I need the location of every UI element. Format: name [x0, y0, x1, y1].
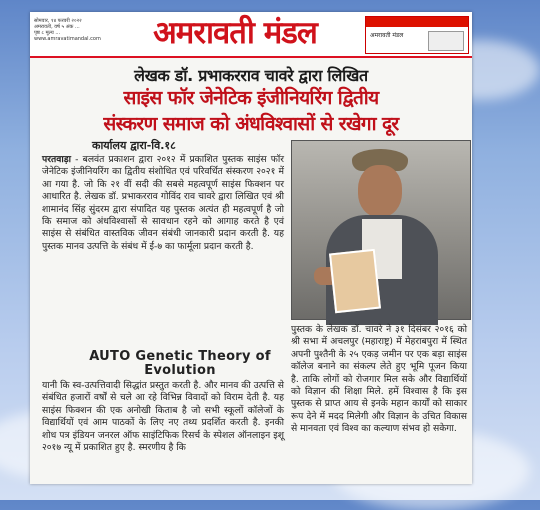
article-column-left-lower — [42, 380, 284, 480]
masthead-info — [34, 18, 101, 42]
article-headline-line1: साइंस फॉर जेनेटिक इंजीनियरिंग द्वितीय — [123, 87, 379, 109]
article-headline-line2: संस्करण समाज को अंधविश्वासों से रखेगा दूर — [103, 113, 399, 135]
article-paragraph: - बलवंत प्रकाशन द्वारा २०१२ में प्रकाशित पुस्तक साइंस फॉर जेनेटिक इंजीनियरिंग का द्वितीय संशोधित एवं परिवर्धित संस्करण २०२१ में आ गया है. जो कि २१ वीं सदी की सबसे महत्वपूर्ण साइंस फिक्शन पर आधारित है. लेखक डॉ. प्रभाकरराव गोविंद राव चावरे द्वारा लिखित एवं श्री शामानंद सिंह सुंदरम द्वारा संपादित यह पुस्तक अत्यंत ही महत्वपूर्ण है जो कि समाज को अंधविश्वासों से सावधान रहने को आगाह करते है एवं साइंस से संबंधित वास्तविक जीवन संबंधी जानकारी प्रदान करती है. यह पुस्तक मानव उत्पत्ति के संबंध में ई-७ का फार्मूला प्रदान करती है. — [42, 154, 284, 252]
article-paragraph: इनकी शोध पत्र इंडियन जनरल ऑफ साइंटिफिक रिसर्च के स्पेशल ऑनलाइन इशू २०१७ न्यू में प्रकाशित हुए है. स्मरणीय है कि — [42, 417, 285, 454]
masthead-info-line: पृष्ठ ८ मूल्य ... — [34, 30, 61, 36]
masthead-info-line: www.amravatimandal.com — [34, 36, 101, 42]
masthead — [30, 12, 472, 58]
article-byline: कार्यालय द्वारा-वि.१८ — [92, 139, 176, 152]
newspaper-title: अमरावती मंडल — [153, 15, 317, 51]
masthead-advertisement — [365, 16, 469, 54]
article-paragraph: पुस्तक के लेखक डॉ. चावरे ने ३१ दिसंबर २०१६ को श्री सभा में अचलपुर (महाराष्ट्र) में मेहराबपुरा में स्थित अपनी पुश्तैनी के २५ एकड़ जमीन पर एक बड़ा साइंस कॉलेज बनाने का संकल्प लेते हुए भूमि पूजन किया है. ताकि लोगों को रोजगार मिल सके और विद्यार्थियों को विज्ञान की शिक्षा मिले. हमें विश्वास है कि इस पुस्तक से प्राप्त आय से इनके महान कार्यों को साकार रूप देने में मदद मिलेगी और विज्ञान के उचित विकास से मानवता एवं विश्व का कल्याण संभव हो सकेगा. — [291, 324, 467, 435]
article-dateline: परतवाड़ा — [42, 154, 71, 165]
author-photo — [291, 140, 471, 320]
ad-image — [428, 31, 464, 51]
masthead-info-line: अमरावती, वर्ष ५ अंक ... — [34, 24, 80, 30]
article-subheading: AUTO Genetic Theory of Evolution — [89, 349, 271, 378]
article-column-right — [291, 324, 467, 480]
ad-text: अमरावती मंडल — [370, 32, 404, 39]
masthead-info-line: सोमवार, १४ फरवरी २०२२ — [34, 18, 82, 24]
ad-band — [366, 17, 468, 27]
article-kicker: लेखक डॉ. प्रभाकरराव चावरे द्वारा लिखित — [134, 66, 368, 85]
article-paragraph: यानी कि स्व-उत्पत्तिवादी सिद्धांत प्रस्तुत करती है. और मानव की उत्पत्ति से संबंधित हजारों वर्षों से चले आ रहे विभिन्न विवादों को विराम देती है. यह साइंस फिक्शन की एक अनोखी किताब है जो सभी स्कूलों कॉलेजों के विद्यार्थियों एवं आम पाठकों के लिए नए तथ्य प्रदर्शित करती है. — [42, 380, 284, 429]
book-cover — [329, 249, 381, 313]
article-column-left — [42, 154, 284, 344]
newspaper-clipping — [30, 12, 472, 484]
